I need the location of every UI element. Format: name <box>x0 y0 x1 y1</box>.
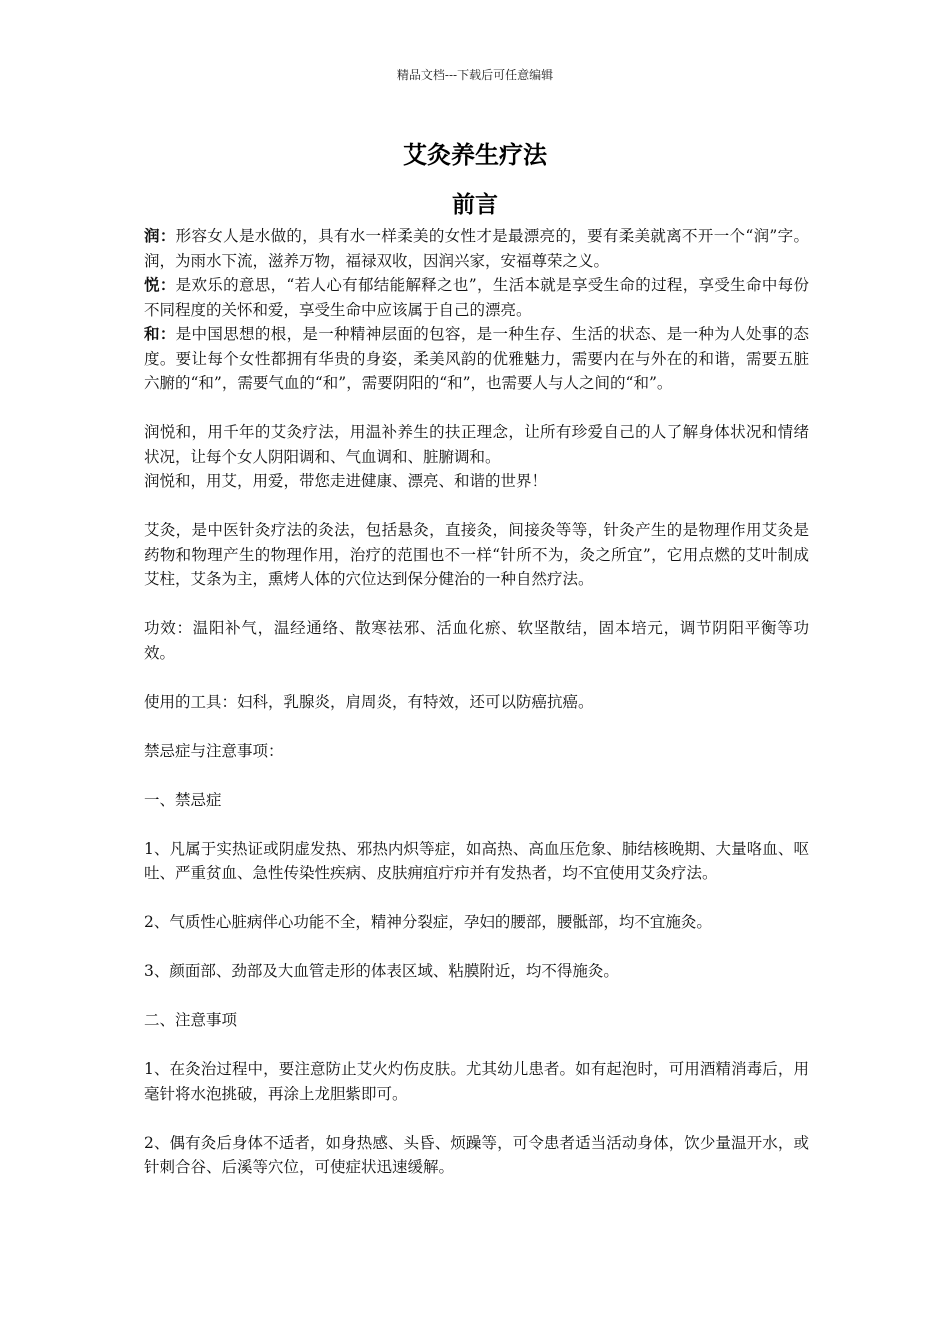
tools-paragraph: 使用的工具：妇科，乳腺炎，肩周炎，有特效，还可以防癌抗癌。 <box>144 692 594 711</box>
effect-paragraph: 功效：温阳补气，温经通络、散寒祛邪、活血化瘀、软坚散结，固本培元，调节阴阳平衡等功效。 <box>144 619 809 662</box>
intro-text: 形容女人是水做的，具有水一样柔美的女性才是最漂亮的，要有柔美就离不开一个“润”字。润，为雨水下流，滋养万物，福禄双收，因润兴家，安福尊荣之义。 <box>144 227 809 270</box>
brand-paragraph: 润悦和，用千年的艾灸疗法，用温补养生的扶正理念，让所有珍爱自己的人了解身体状况和情绪状况，让每个女人阴阳调和、气血调和、脏腑调和。 <box>144 423 809 466</box>
document-body <box>144 224 809 1180</box>
contraindication-item: 1、凡属于实热证或阴虚发热、邪热内炽等症，如高热、高血压危象、肺结核晚期、大量咯血、呕吐、严重贫血、急性传染性疾病、皮肤痈疽疔疖并有发热者，均不宜使用艾灸疗法。 <box>144 839 809 882</box>
brand-slogan: 润悦和，用艾，用爱，带您走进健康、漂亮、和谐的世界！ <box>144 472 548 490</box>
section-heading: 禁忌症与注意事项： <box>144 741 284 760</box>
notes-heading: 二、注意事项 <box>144 1011 238 1029</box>
intro-text: 是中国思想的根，是一种精神层面的包容，是一种生存、生活的状态、是一种为人处事的态度。要让每个女性都拥有华贵的身姿，柔美风韵的优雅魅力，需要内在与外在的和谐，需要五脏六腑的“和”，需要气血的“和”，需要阴阳的“和”，也需要人与人之间的“和”。 <box>144 325 809 392</box>
contraindication-item: 2、气质性心脏病伴心功能不全，精神分裂症，孕妇的腰部，腰骶部，均不宜施灸。 <box>144 913 712 931</box>
moxibustion-paragraph: 艾灸，是中医针灸疗法的灸法，包括悬灸，直接灸，间接灸等等，针灸产生的是物理作用艾灸是药物和物理产生的物理作用，治疗的范围也不一样“针所不为，灸之所宜”，它用点燃的艾叶制成艾柱，艾条为主，熏烤人体的穴位达到保分健治的一种自然疗法。 <box>144 521 809 588</box>
note-item: 2、偶有灸后身体不适者，如身热感、头昏、烦躁等，可令患者适当活动身体，饮少量温开水，或针刺合谷、后溪等穴位，可使症状迅速缓解。 <box>144 1133 809 1176</box>
document-title: 艾灸养生疗法 <box>403 140 547 169</box>
intro-keyword: 和： <box>144 324 176 343</box>
contraindication-item: 3、颜面部、劲部及大血管走形的体表区域、粘膜附近，均不得施灸。 <box>144 962 619 980</box>
intro-paragraph-run <box>144 224 809 273</box>
document-subtitle: 前言 <box>452 191 498 218</box>
note-item: 1、在灸治过程中，要注意防止艾火灼伤皮肤。尤其幼儿患者。如有起泡时，可用酒精消毒后，用毫针将水泡挑破，再涂上龙胆紫即可。 <box>144 1060 809 1103</box>
page-header: 精品文档---下载后可任意编辑 <box>396 68 554 82</box>
intro-text: 是欢乐的意思，“若人心有郁结能解释之也”，生活本就是享受生命的过程，享受生命中每份不同程度的关怀和爱，享受生命中应该属于自己的漂亮。 <box>144 276 809 319</box>
intro-paragraph-yue <box>144 273 809 322</box>
contraindications-heading: 一、禁忌症 <box>144 790 222 809</box>
intro-keyword: 悦： <box>144 275 176 294</box>
intro-paragraph-he <box>144 322 809 396</box>
intro-keyword: 润： <box>144 226 176 245</box>
